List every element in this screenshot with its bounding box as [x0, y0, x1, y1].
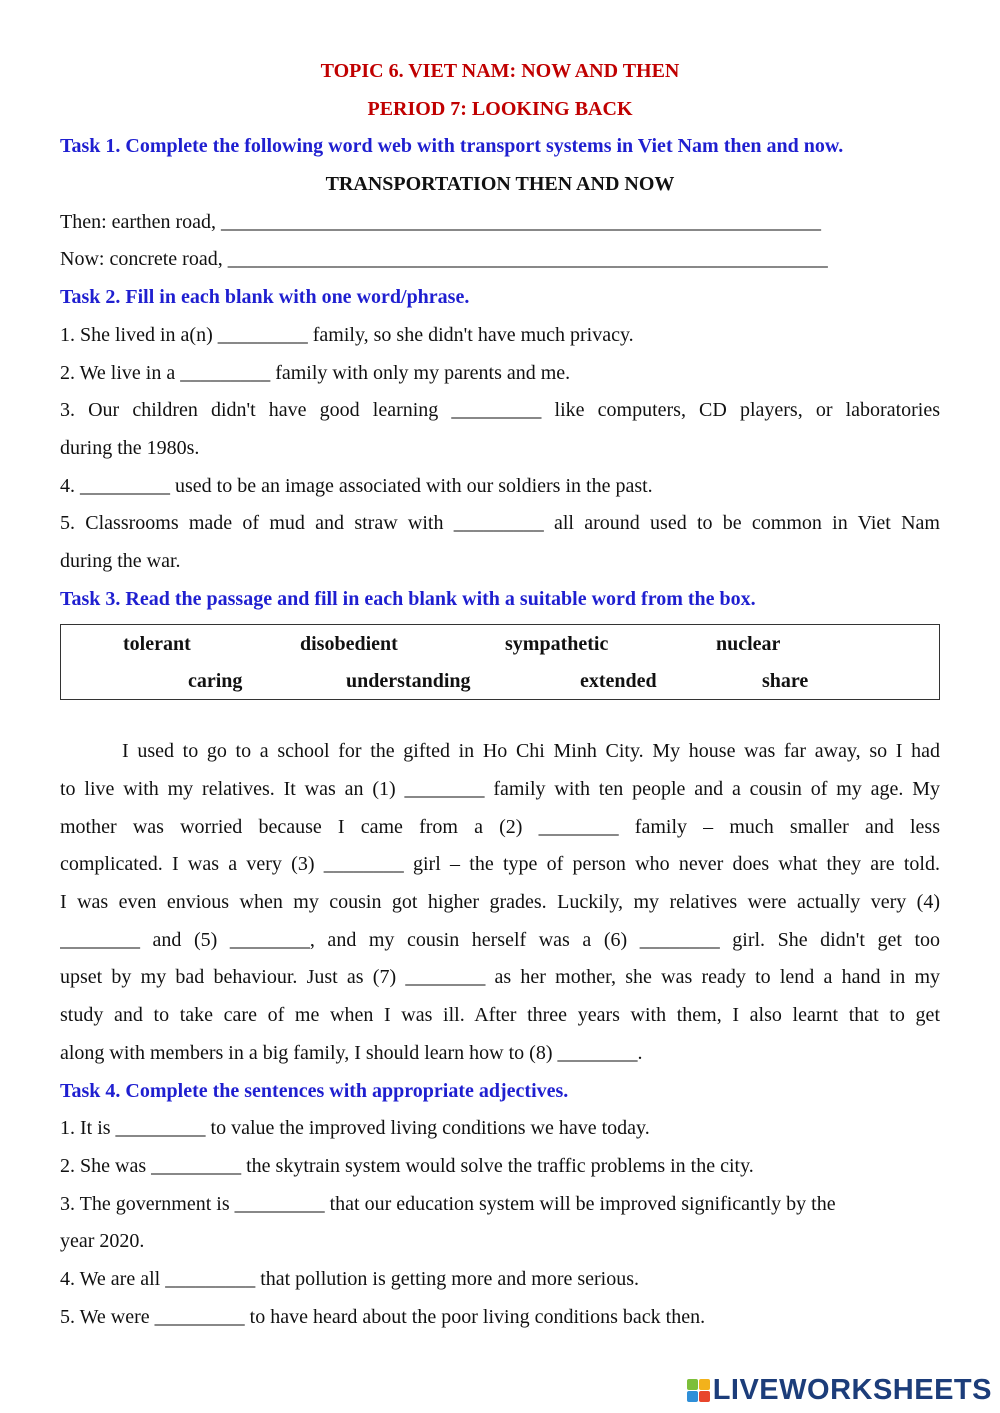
passage-line: complicated. I was a very (3) ________ girl – the type of person who never does what they are told. [60, 853, 940, 876]
box-word: understanding [346, 670, 471, 693]
task4-line: 3. The government is _________ that our education system will be improved significantly by the [60, 1192, 836, 1215]
task2-line: 4. _________ used to be an image associated with our soldiers in the past. [60, 474, 653, 497]
task1-subheading: TRANSPORTATION THEN AND NOW [325, 173, 675, 196]
page-title: TOPIC 6. VIET NAM: NOW AND THEN [320, 60, 680, 82]
box-word: extended [580, 670, 657, 693]
task2-line: 2. We live in a _________ family with only my parents and me. [60, 361, 571, 384]
task3-heading: Task 3. Read the passage and fill in each blank with a suitable word from the box. [60, 587, 756, 610]
word-box [60, 624, 940, 700]
task2-line: 5. Classrooms made of mud and straw with _________ all around used to be common in Viet Nam [60, 512, 940, 535]
then-label: Then: earthen road, [60, 210, 217, 233]
passage-line: I was even envious when my cousin got higher grades. Luckily, my relatives were actually very (4) [60, 891, 940, 914]
passage-line: upset by my bad behaviour. Just as (7) ________ as her mother, she was ready to lend a hand in my [60, 966, 940, 989]
task4-line: 2. She was _________ the skytrain system would solve the traffic problems in the city. [60, 1154, 754, 1177]
task2-line: 1. She lived in a(n) _________ family, so she didn't have much privacy. [60, 323, 634, 346]
box-word: disobedient [300, 633, 398, 656]
passage-line: I used to go to a school for the gifted in Ho Chi Minh City. My house was far away, so I had [122, 740, 940, 763]
box-word: nuclear [716, 633, 781, 656]
task4-line: year 2020. [60, 1230, 145, 1253]
task4-line: 5. We were _________ to have heard about the poor living conditions back then. [60, 1305, 706, 1328]
task2-line: 3. Our children didn't have good learning _________ like computers, CD players, or laboratories [60, 399, 940, 422]
box-word: share [762, 670, 809, 693]
task2-line: during the war. [60, 549, 181, 572]
liveworksheets-logo [687, 1374, 992, 1407]
task1-now-line [60, 241, 940, 279]
task4-line: 4. We are all _________ that pollution is getting more and more serious. [60, 1267, 640, 1290]
task2-heading: Task 2. Fill in each blank with one word/phrase. [60, 286, 470, 309]
box-word: sympathetic [505, 633, 609, 656]
then-blank[interactable]: ____________________________________________________________ [221, 210, 822, 233]
page-subtitle: PERIOD 7: LOOKING BACK [367, 97, 633, 120]
task2-line: during the 1980s. [60, 436, 200, 459]
task1-heading: Task 1. Complete the following word web with transport systems in Viet Nam then and now. [60, 135, 844, 158]
passage-line: along with members in a big family, I should learn how to (8) ________. [60, 1041, 643, 1064]
passage-line: to live with my relatives. It was an (1) ________ family with ten people and a cousin of my age. My [60, 778, 940, 800]
passage-line: ________ and (5) ________, and my cousin herself was a (6) ________ girl. She didn't get too [60, 928, 940, 951]
logo-cubes-icon [687, 1379, 710, 1402]
task1-then-line [60, 204, 940, 242]
task4-line: 1. It is _________ to value the improved living conditions we have today. [60, 1117, 650, 1140]
now-label: Now: concrete road, [60, 248, 223, 271]
now-blank[interactable]: ____________________________________________________________ [227, 248, 828, 271]
passage-line: study and to take care of me when I was ill. After three years with them, I also learnt that to get [60, 1004, 940, 1027]
logo-text: LIVEWORKSHEETS [712, 1374, 992, 1406]
box-word: tolerant [123, 633, 191, 656]
box-word: caring [188, 670, 243, 693]
passage-line: mother was worried because I came from a (2) ________ family – much smaller and less [60, 815, 940, 838]
task4-heading: Task 4. Complete the sentences with appropriate adjectives. [60, 1079, 569, 1102]
